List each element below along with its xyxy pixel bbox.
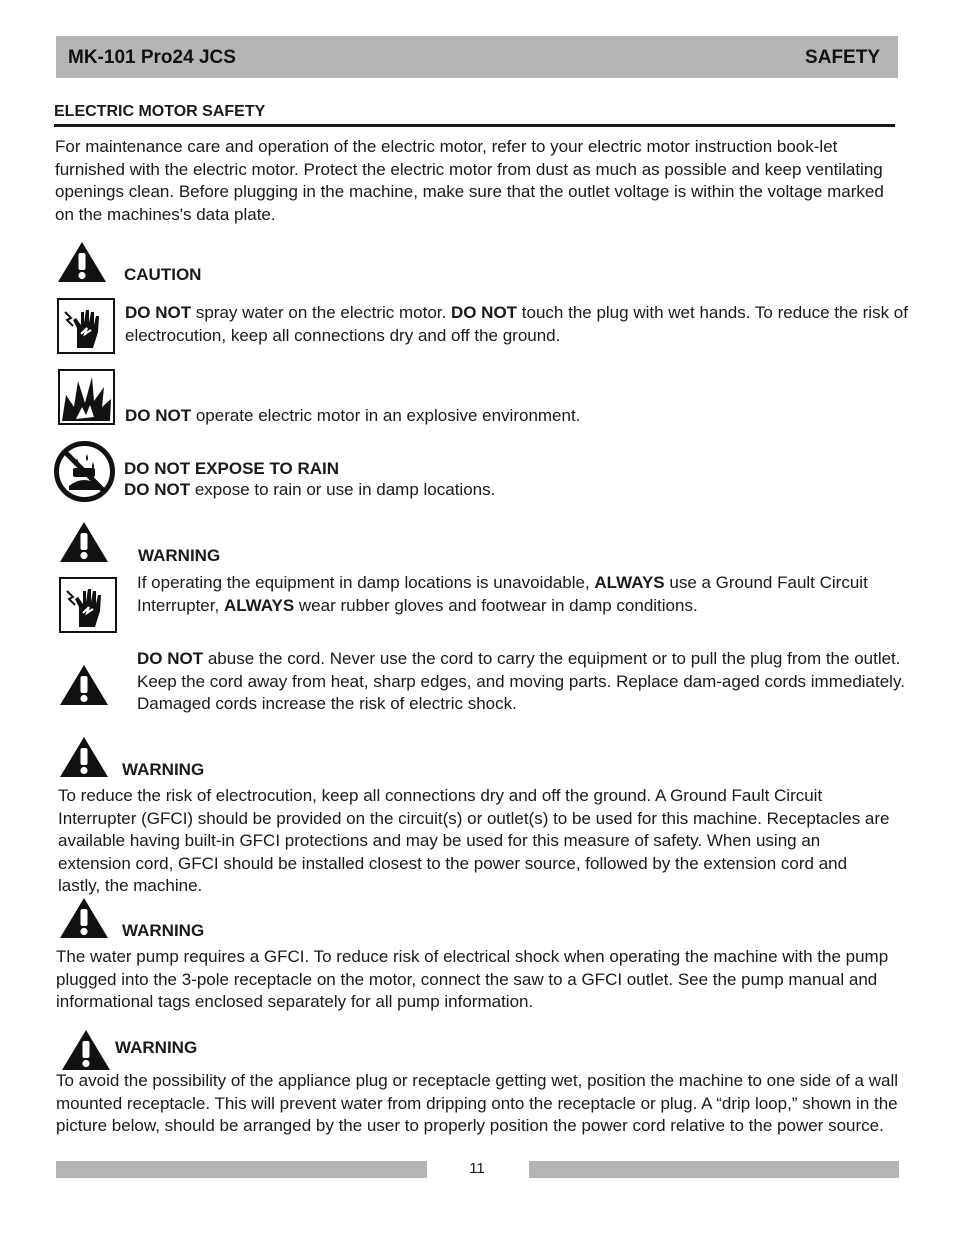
warning-triangle-icon: [56, 240, 108, 284]
caution-item-rain: DO NOT expose to rain or use in damp locations.: [124, 480, 496, 499]
warning-triangle-icon: [58, 735, 110, 779]
electric-shock-hand-icon: [59, 577, 117, 633]
warning-triangle-icon: [58, 663, 110, 707]
caution-item-water: DO NOT spray water on the electric motor. DO NOT touch the plug with wet hands. To reduce the risk of electrocution, keep all connections dry and off the ground.: [125, 303, 908, 345]
page-number: 11: [469, 1160, 485, 1177]
caution-item-explosive: DO NOT operate electric motor in an explosive environment.: [125, 406, 581, 425]
section-heading: ELECTRIC MOTOR SAFETY: [54, 103, 266, 120]
warning-item-cord: DO NOT abuse the cord. Never use the cord to carry the equipment or to pull the plug from the outlet. Keep the cord away from heat, sharp edges, and moving parts. Replace dam-aged cords immediately. Damaged cords increase the risk of electric shock.: [137, 649, 905, 714]
warning-drip-loop-paragraph: To avoid the possibility of the appliance plug or receptacle getting wet, position the machine to one side of a wall mounted receptacle. This will prevent water from dripping onto the receptacle or plug. A “drip loop,” shown in the picture below, should be arranged by the user to properly position the power cord relative to the power source.: [56, 1071, 899, 1136]
no-rain-title: DO NOT EXPOSE TO RAIN: [124, 459, 340, 478]
warning-label: WARNING: [138, 546, 221, 565]
section-divider: [54, 124, 895, 127]
warning-triangle-icon: [58, 520, 110, 564]
warning-label: WARNING: [122, 760, 205, 779]
no-rain-icon: [53, 440, 116, 503]
warning-triangle-icon: [58, 896, 110, 940]
header-bar: [56, 36, 898, 78]
warning-triangle-icon: [60, 1028, 112, 1072]
caution-label: CAUTION: [124, 265, 202, 284]
explosion-icon: [58, 369, 115, 425]
warning-item-damp: If operating the equipment in damp locations is unavoidable, ALWAYS use a Ground Fault Circuit Interrupter, ALWAYS wear rubber gloves and footwear in damp conditions.: [137, 573, 868, 615]
warning-gfci-paragraph: To reduce the risk of electrocution, keep all connections dry and off the ground. A Ground Fault Circuit Interrupter (GFCI) should be provided on the circuit(s) or outlet(s) to be used for this machine. Receptacles are available having built-in GFCI protections and may be used for this measure of safety. When using an extension cord, GFCI should be installed closest to the power source, followed by the extension cord and lastly, the machine.: [58, 786, 890, 896]
electric-shock-hand-icon: [57, 298, 115, 354]
warning-label: WARNING: [122, 921, 205, 940]
intro-paragraph: For maintenance care and operation of the electric motor, refer to your electric motor instruction book-let furnished with the electric motor. Protect the electric motor from dust as much as possible and keep ventilating openings clean. Before plugging in the machine, make sure that the outlet voltage is within the voltage marked on the machines's data plate.: [55, 137, 884, 224]
warning-pump-paragraph: The water pump requires a GFCI. To reduce risk of electrical shock when operating the machine with the pump plugged into the 3-pole receptacle on the motor, connect the saw to a GFCI outlet. See the pump manual and informational tags enclosed separately for all pump information.: [56, 947, 889, 1012]
manual-model-title: MK-101 Pro24 JCS: [68, 47, 236, 68]
section-label: SAFETY: [805, 47, 880, 68]
warning-label: WARNING: [115, 1038, 198, 1057]
